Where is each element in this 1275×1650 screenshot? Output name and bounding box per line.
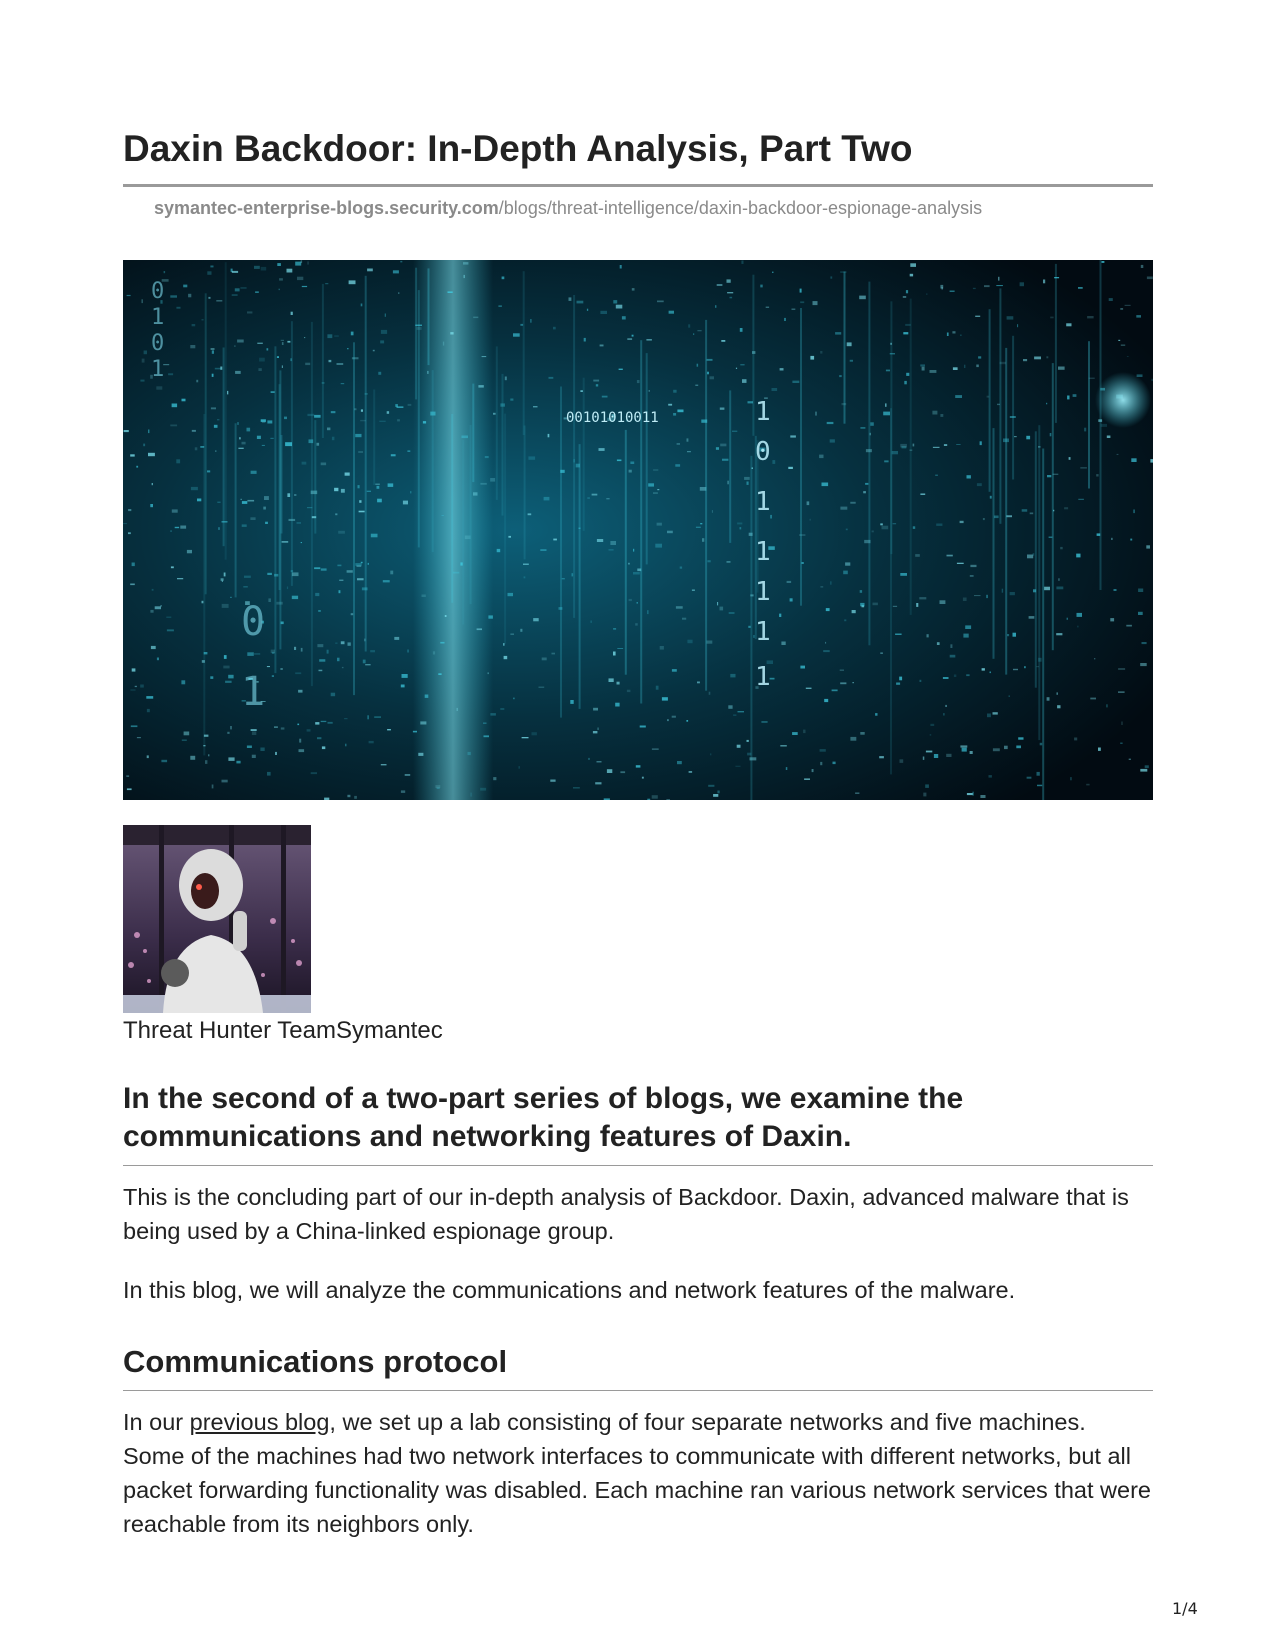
svg-text:1: 1 xyxy=(151,357,165,382)
source-path: /blogs/threat-intelligence/daxin-backdoor-espionage-analysis xyxy=(498,198,983,218)
source-domain: symantec-enterprise-blogs.security.com xyxy=(154,198,499,218)
svg-text:1: 1 xyxy=(755,577,771,607)
title-divider xyxy=(123,184,1153,187)
svg-text:0: 0 xyxy=(241,599,266,645)
author-avatar xyxy=(123,825,311,1013)
intro-paragraph-2: In this blog, we will analyze the communications and network features of the malware. xyxy=(123,1277,1016,1303)
svg-text:0: 0 xyxy=(151,331,165,356)
subtitle-divider xyxy=(123,1165,1153,1166)
hero-image xyxy=(123,260,1153,800)
author-name: Threat Hunter TeamSymantec xyxy=(123,1017,443,1044)
svg-text:1: 1 xyxy=(755,537,771,567)
section-heading: Communications protocol xyxy=(123,1344,508,1379)
previous-blog-link[interactable]: previous blog xyxy=(189,1409,330,1435)
svg-text:1: 1 xyxy=(755,397,771,427)
svg-text:1: 1 xyxy=(755,617,771,647)
svg-text:1: 1 xyxy=(241,669,266,715)
svg-text:1: 1 xyxy=(151,305,165,330)
page-number: 1/4 xyxy=(1172,1599,1198,1618)
article-subtitle: In the second of a two-part series of blogs, we examine the communications and networking features of Daxin. xyxy=(123,1082,964,1153)
section-text-after-link: , we set up a lab consisting of four separate networks and five machines. Some of the machines had two network interfaces to communicate with different networks, but all packet forwarding functionality was disabled. Each machine ran various network services that were reachable from its neighbors only. xyxy=(123,1409,1151,1537)
section-paragraph xyxy=(123,1405,1153,1541)
svg-text:0: 0 xyxy=(755,437,771,467)
intro-paragraph-1: This is the concluding part of our in-depth analysis of Backdoor. Daxin, advanced malware that is being used by a China-linked espionage group. xyxy=(123,1184,1129,1244)
section-text-before-link: In our xyxy=(123,1409,190,1435)
article-title: Daxin Backdoor: In-Depth Analysis, Part Two xyxy=(123,128,913,169)
svg-text:1: 1 xyxy=(755,487,771,517)
svg-text:1: 1 xyxy=(755,662,771,692)
section-divider xyxy=(123,1390,1153,1391)
svg-text:0: 0 xyxy=(151,279,165,304)
source-url[interactable] xyxy=(154,196,982,220)
hero-binary-text: 00101010011 xyxy=(566,410,659,426)
